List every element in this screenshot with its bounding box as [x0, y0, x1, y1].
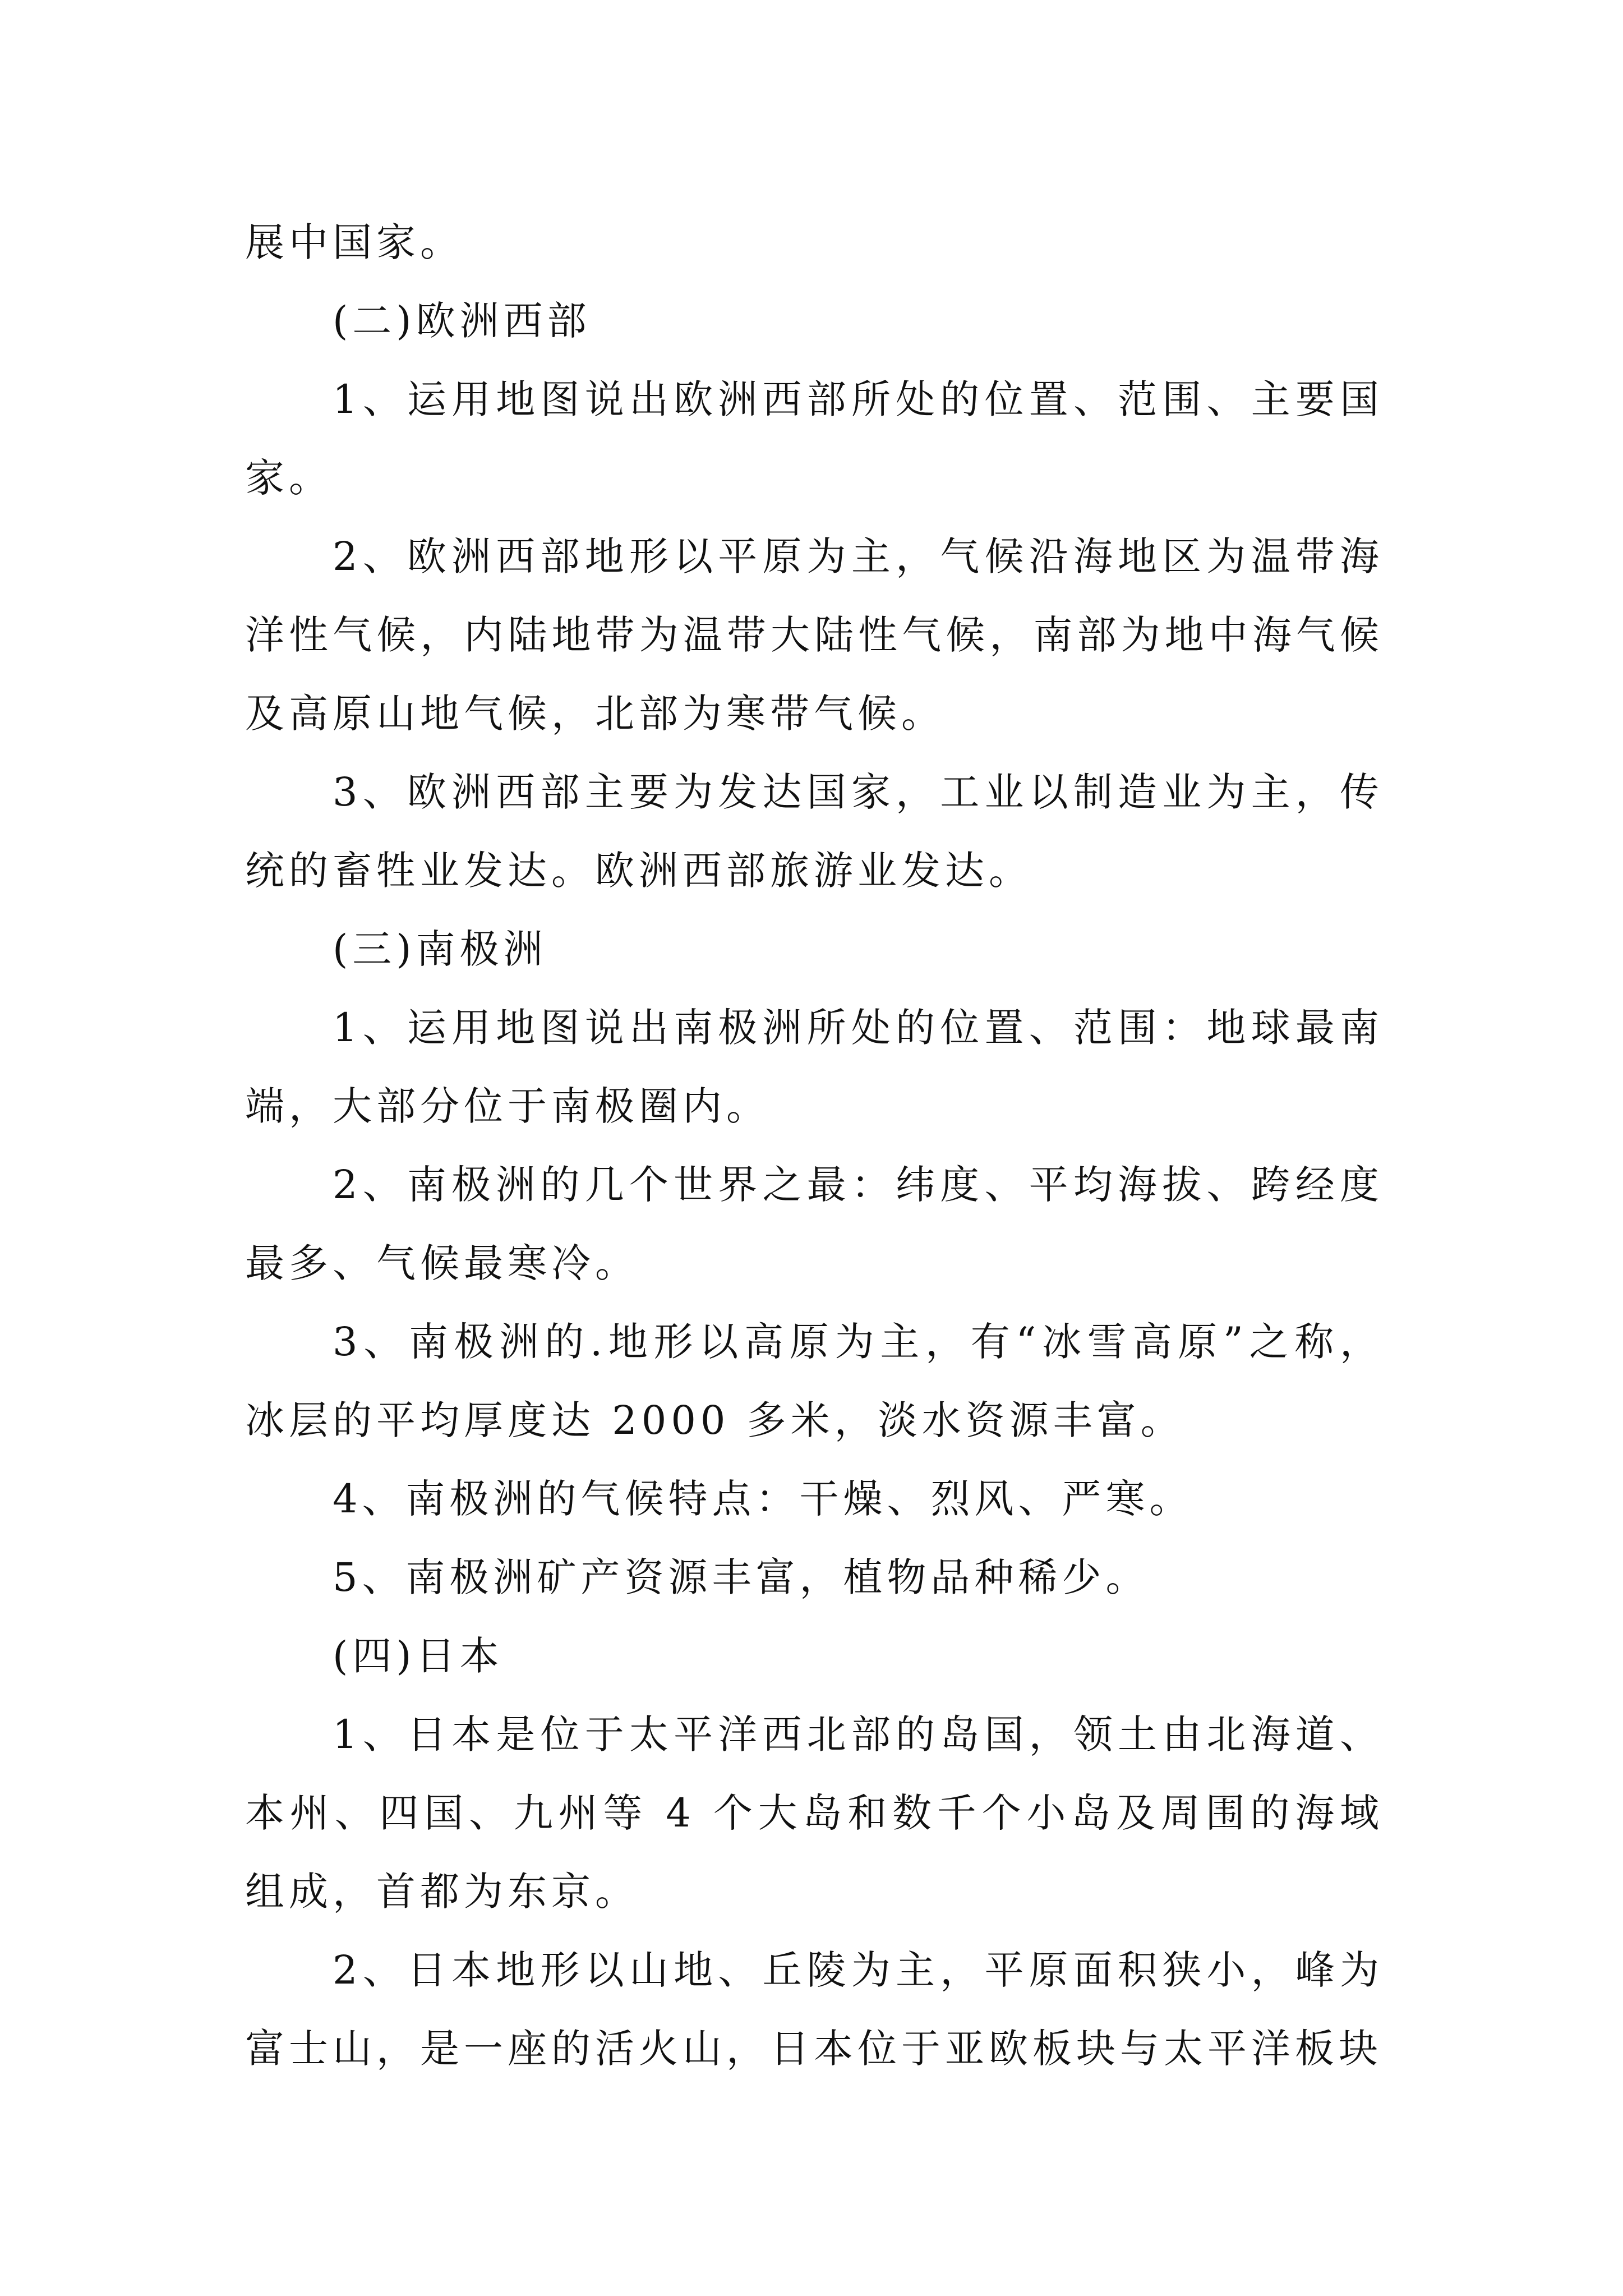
paragraph: 3、欧洲西部主要为发达国家，工业以制造业为主，传统的畜牲业发达。欧洲西部旅游业发达。 — [245, 769, 1384, 894]
paragraph: 展中国家。 — [245, 219, 464, 265]
section-heading-japan: (四)日本 — [333, 1633, 504, 1679]
document-body — [245, 203, 1384, 2088]
paragraph: 2、日本地形以山地、丘陵为主，平原面积狭小，峰为富士山，是一座的活火山，日本位于亚欧板块与太平洋板块 — [245, 1947, 1384, 2072]
section-heading-antarctica: (三)南极洲 — [333, 926, 547, 972]
section-heading-western-europe: (二)欧洲西部 — [333, 298, 591, 344]
paragraph: 1、日本是位于太平洋西北部的岛国，领土由北海道、本州、四国、九州等 4 个大岛和数千个小岛及周围的海域组成，首都为东京。 — [245, 1711, 1384, 1915]
paragraph: 2、南极洲的几个世界之最：纬度、平均海拔、跨经度最多、气候最寒冷。 — [245, 1162, 1384, 1286]
paragraph: 1、运用地图说出南极洲所处的位置、范围：地球最南端，大部分位于南极圈内。 — [245, 1005, 1384, 1129]
paragraph: 4、南极洲的气候特点：干燥、烈风、严寒。 — [333, 1476, 1193, 1522]
paragraph: 5、南极洲矿产资源丰富，植物品种稀少。 — [333, 1554, 1150, 1600]
paragraph: 1、运用地图说出欧洲西部所处的位置、范围、主要国家。 — [245, 376, 1384, 501]
paragraph: 2、欧洲西部地形以平原为主，气候沿海地区为温带海洋性气候，内陆地带为温带大陆性气候，南部为地中海气候及高原山地气候，北部为寒带气候。 — [245, 533, 1384, 737]
paragraph: 3、南极洲的.地形以高原为主，有“冰雪高原”之称，冰层的平均厚度达 2000 多米，淡水资源丰富。 — [245, 1319, 1384, 1443]
